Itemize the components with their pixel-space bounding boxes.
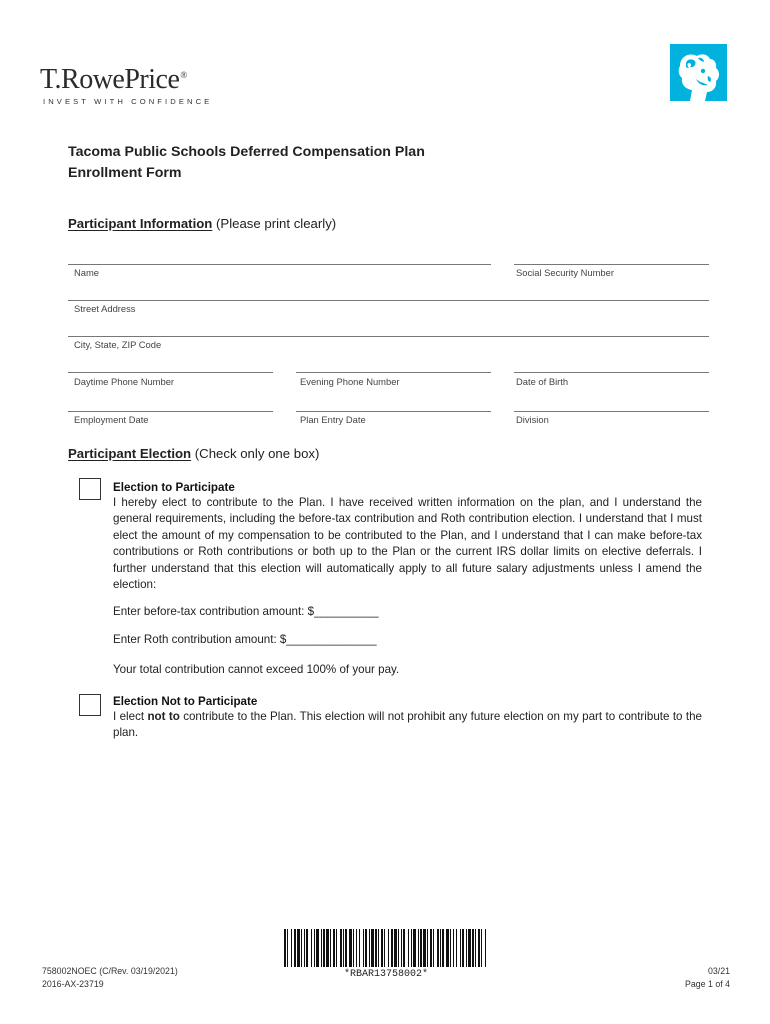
participant-info-title: Participant Information: [68, 216, 213, 231]
brand-name: T.RowePrice: [40, 64, 180, 95]
registered-mark: ®: [180, 70, 187, 80]
footer-date: 03/21: [707, 966, 730, 976]
city-state-zip-field[interactable]: [68, 336, 709, 337]
city-state-zip-label: City, State, ZIP Code: [74, 339, 162, 350]
participant-election-heading: [68, 446, 319, 461]
evening-phone-field[interactable]: [296, 372, 491, 373]
option-not-participate-text: [113, 709, 702, 742]
election-not-to-participate-block: [113, 695, 702, 742]
option-participate-title: Election to Participate: [113, 481, 235, 494]
option-not-participate-title: Election Not to Participate: [113, 695, 258, 708]
footer-doc-id: 2016-AX-23719: [42, 979, 104, 989]
street-address-field[interactable]: [68, 300, 709, 301]
title-line-2: Enrollment Form: [68, 165, 182, 181]
ssn-field[interactable]: [514, 264, 709, 265]
not-participate-text-bold: not to: [147, 710, 180, 723]
title-line-1: Tacoma Public Schools Deferred Compensation Plan: [68, 144, 425, 160]
name-label: Name: [74, 267, 100, 278]
date-of-birth-field[interactable]: [514, 372, 709, 373]
daytime-phone-field[interactable]: [68, 372, 273, 373]
contribution-limit-note: Your total contribution cannot exceed 100% of your pay.: [113, 663, 400, 676]
footer-form-number: 758002NOEC (C/Rev. 03/19/2021): [42, 966, 178, 976]
employment-date-field[interactable]: [68, 411, 273, 412]
brand-tagline: INVEST WITH CONFIDENCE: [43, 97, 213, 106]
participant-election-note: (Check only one box): [191, 446, 320, 461]
plan-entry-date-label: Plan Entry Date: [300, 414, 366, 425]
division-label: Division: [516, 414, 549, 425]
not-participate-checkbox[interactable]: [79, 694, 101, 716]
participant-info-heading: [68, 216, 336, 231]
ram-head-icon: [670, 44, 727, 101]
employment-date-label: Employment Date: [74, 414, 149, 425]
name-field[interactable]: [68, 264, 491, 265]
form-title: [68, 142, 425, 184]
participate-checkbox[interactable]: [79, 478, 101, 500]
plan-entry-date-field[interactable]: [296, 411, 491, 412]
election-to-participate-block: [113, 481, 702, 593]
roth-amount-field[interactable]: Enter Roth contribution amount: $______________: [113, 633, 377, 646]
evening-phone-label: Evening Phone Number: [300, 376, 400, 387]
not-participate-text-pre: I elect: [113, 710, 148, 723]
street-address-label: Street Address: [74, 303, 136, 314]
footer-page-number: Page 1 of 4: [685, 979, 730, 989]
participant-election-title: Participant Election: [68, 446, 192, 461]
footer-right: [640, 965, 730, 991]
footer-form-code: [42, 965, 178, 991]
before-tax-amount-field[interactable]: Enter before-tax contribution amount: $__________: [113, 605, 379, 618]
brand-logo: [40, 64, 187, 96]
division-field[interactable]: [514, 411, 709, 412]
date-of-birth-label: Date of Birth: [516, 376, 569, 387]
daytime-phone-label: Daytime Phone Number: [74, 376, 175, 387]
ssn-label: Social Security Number: [516, 267, 614, 278]
not-participate-text-post: contribute to the Plan. This election will not prohibit any future election on my part to contribute to the plan.: [113, 710, 702, 740]
option-participate-text: I hereby elect to contribute to the Plan. I have received written information on the plan, and I understand the general requirements, including the before-tax contribution and Roth contribution election. I understand that I must elect the amount of my compensation to be contributed to the Plan, and I understand that I can make before-tax contributions or Roth contributions or both up to the Plan or the current IRS dollar limits on elective deferrals. I further understand that this election will automatically apply to all future salary adjustments unless I amend the election:: [113, 496, 702, 592]
barcode-image: [283, 929, 489, 967]
barcode-text: *RBAR13758002*: [343, 969, 428, 980]
participant-info-note: (Please print clearly): [212, 216, 337, 231]
